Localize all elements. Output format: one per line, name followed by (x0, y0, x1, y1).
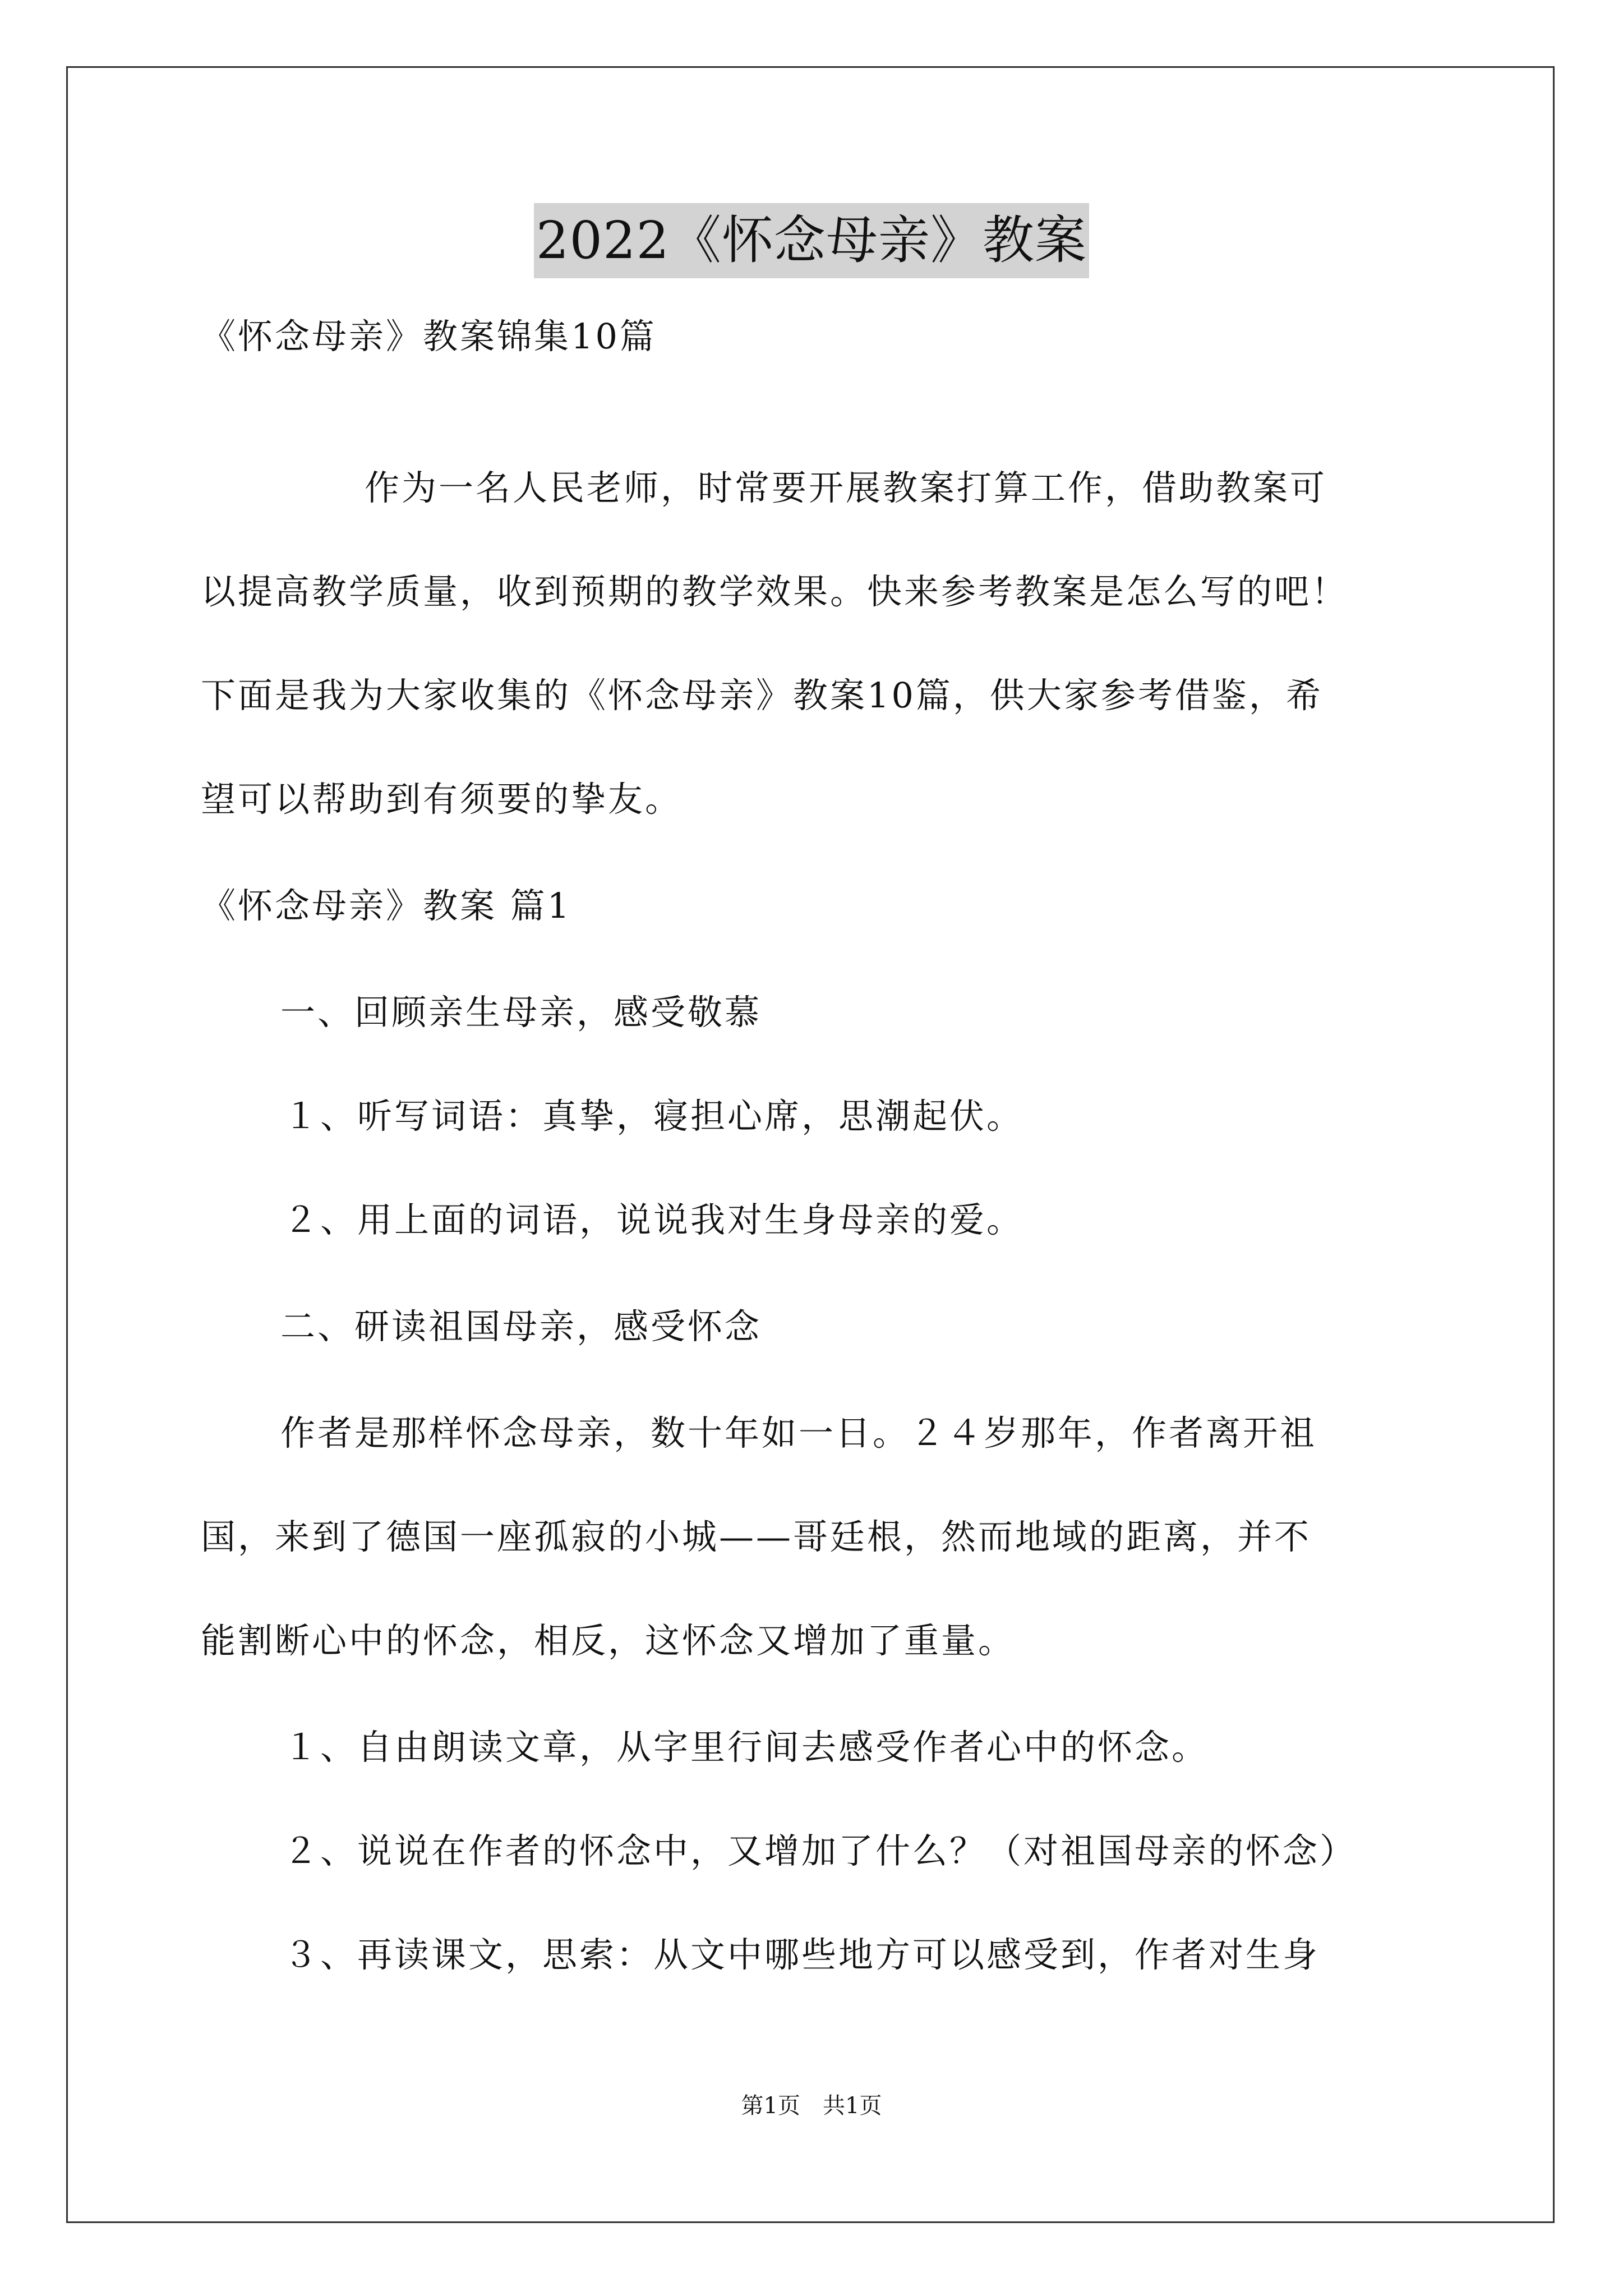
intro-line-3: 下面是我为大家收集的《怀念母亲》教案10篇，供大家参考借鉴，希 (201, 675, 1323, 716)
outline-item-2: 二、研读祖国母亲，感受怀念 (280, 1306, 762, 1347)
subtitle-line: 《怀念母亲》教案锦集10篇 (201, 316, 657, 357)
section-heading-1: 《怀念母亲》教案 篇1 (201, 885, 572, 926)
outline-item-1: 一、回顾亲生母亲，感受敬慕 (280, 992, 762, 1033)
list-item-1-2: ２、用上面的词语，说说我对生身母亲的爱。 (283, 1199, 1024, 1240)
intro-line-4: 望可以帮助到有须要的挚友。 (201, 779, 683, 820)
intro-line-1: 作为一名人民老师，时常要开展教案打算工作，借助教案可 (365, 467, 1327, 508)
page-border (66, 66, 1555, 2223)
body-line-1: 作者是那样怀念母亲，数十年如一日。２４岁那年，作者离开祖 (280, 1412, 1317, 1453)
list-item-2-1: １、自由朗读文章，从字里行间去感受作者心中的怀念。 (283, 1727, 1209, 1768)
body-line-3: 能割断心中的怀念，相反，这怀念又增加了重量。 (201, 1620, 1016, 1661)
document-title: 2022《怀念母亲》教案 (534, 203, 1089, 278)
page-footer: 第1页 共1页 (741, 2093, 882, 2119)
list-item-2-3: ３、再读课文，思索：从文中哪些地方可以感受到，作者对生身 (283, 1934, 1320, 1975)
title-container (0, 203, 1623, 278)
list-item-1-1: １、听写词语：真挚，寝担心席，思潮起伏。 (283, 1096, 1024, 1137)
list-item-2-2: ２、说说在作者的怀念中，又增加了什么？（对祖国母亲的怀念） (283, 1830, 1357, 1871)
intro-line-2: 以提高教学质量，收到预期的教学效果。快来参考教案是怎么写的吧！ (201, 571, 1349, 612)
body-line-2: 国，来到了德国一座孤寂的小城——哥廷根，然而地域的距离，并不 (201, 1516, 1312, 1557)
